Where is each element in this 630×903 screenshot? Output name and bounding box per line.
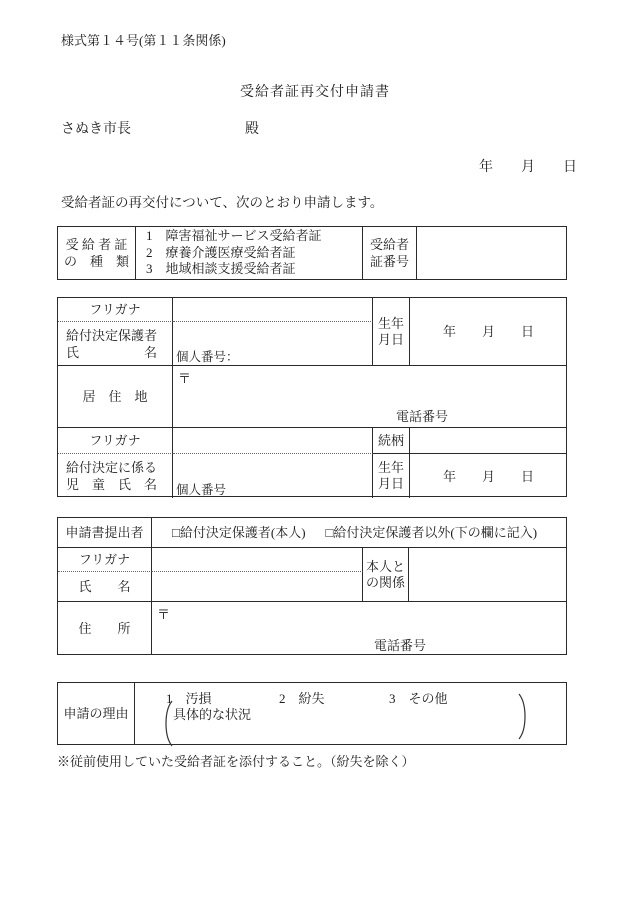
submitter-options [152, 518, 567, 548]
certificate-type-label: 受 給 者 証 の 種 類 [58, 227, 136, 279]
certificate-option-1[interactable]: 1 障害福祉サービス受給者証 [146, 228, 322, 244]
guardian-furigana-field [173, 298, 373, 322]
child-personal-number-label: 個人番号 [176, 483, 227, 497]
child-birthdate-label: 生年 月日 [373, 454, 410, 498]
right-paren-decoration [516, 693, 530, 740]
applicant-name-label: 氏 名 [58, 572, 152, 602]
applicant-furigana-label: フリガナ [58, 548, 152, 572]
child-birthdate-field: 年 月 日 [442, 468, 534, 484]
guardian-personal-number-label: 個人番号： [176, 350, 239, 364]
applicant-relation-label: 本人と の関係 [363, 548, 409, 602]
residence-label: 居 住 地 [58, 366, 173, 428]
certificate-type-table [57, 226, 567, 280]
reason-option-2[interactable]: 2 紛失 [279, 691, 325, 706]
postal-mark: 〒 [157, 607, 171, 622]
reason-option-3[interactable]: 3 その他 [389, 691, 448, 706]
guardian-name-label: 給付決定保護者 氏 名 [58, 322, 173, 366]
submitter-label: 申請書提出者 [58, 518, 152, 548]
submitter-option-self[interactable]: □給付決定保護者(本人) [172, 525, 306, 540]
guardian-phone-label: 電話番号 [396, 409, 449, 424]
footnote: ※従前使用していた受給者証を添付すること。（紛失を除く） [57, 754, 415, 769]
applicant-name-field [152, 572, 363, 602]
applicant-relation-field [409, 548, 567, 602]
applicant-table [57, 517, 567, 655]
child-name-label: 給付決定に係る 児 童 氏 名 [58, 454, 173, 498]
applicant-furigana-field [152, 548, 363, 572]
certificate-option-3[interactable]: 3 地域相談支援受給者証 [146, 261, 296, 277]
child-furigana-field [173, 428, 373, 454]
page-title: 受給者証再交付申請書 [240, 85, 390, 100]
guardian-birthdate-field: 年 月 日 [410, 298, 567, 366]
reason-label: 申請の理由 [58, 683, 135, 744]
relation-field [410, 428, 567, 454]
submitter-option-other[interactable]: □給付決定保護者以外(下の欄に記入) [325, 525, 538, 540]
left-paren-decoration [161, 700, 175, 747]
checkbox-icon: □ [172, 525, 180, 540]
applicant-phone-label: 電話番号 [374, 638, 427, 653]
situation-label: 具体的な状況 [173, 707, 252, 722]
postal-mark: 〒 [178, 371, 192, 386]
honorific-label: 殿 [245, 122, 259, 137]
date-line: 年 月 日 [479, 160, 577, 175]
form-number: 様式第１４号(第１１条関係) [61, 33, 226, 48]
relation-label: 続柄 [373, 428, 410, 454]
certificate-option-2[interactable]: 2 療養介護医療受給者証 [146, 244, 296, 260]
guardian-birthdate-label: 生年 月日 [373, 298, 410, 366]
reason-table [57, 682, 567, 745]
certificate-type-options [136, 227, 363, 279]
intro-text: 受給者証の再交付について、次のとおり申請します。 [61, 195, 384, 210]
applicant-address-label: 住 所 [58, 602, 152, 655]
guardian-child-table [57, 297, 567, 497]
guardian-furigana-label: フリガナ [58, 298, 173, 322]
checkbox-icon: □ [325, 525, 334, 540]
addressee: さぬき市長 [61, 122, 131, 137]
child-furigana-label: フリガナ [58, 428, 173, 454]
residence-field [173, 366, 567, 428]
certificate-number-label: 受給者 証番号 [363, 227, 417, 279]
reason-option-1[interactable]: 1 汚損 [166, 691, 212, 706]
certificate-number-field [417, 227, 568, 279]
applicant-address-field [152, 602, 567, 655]
